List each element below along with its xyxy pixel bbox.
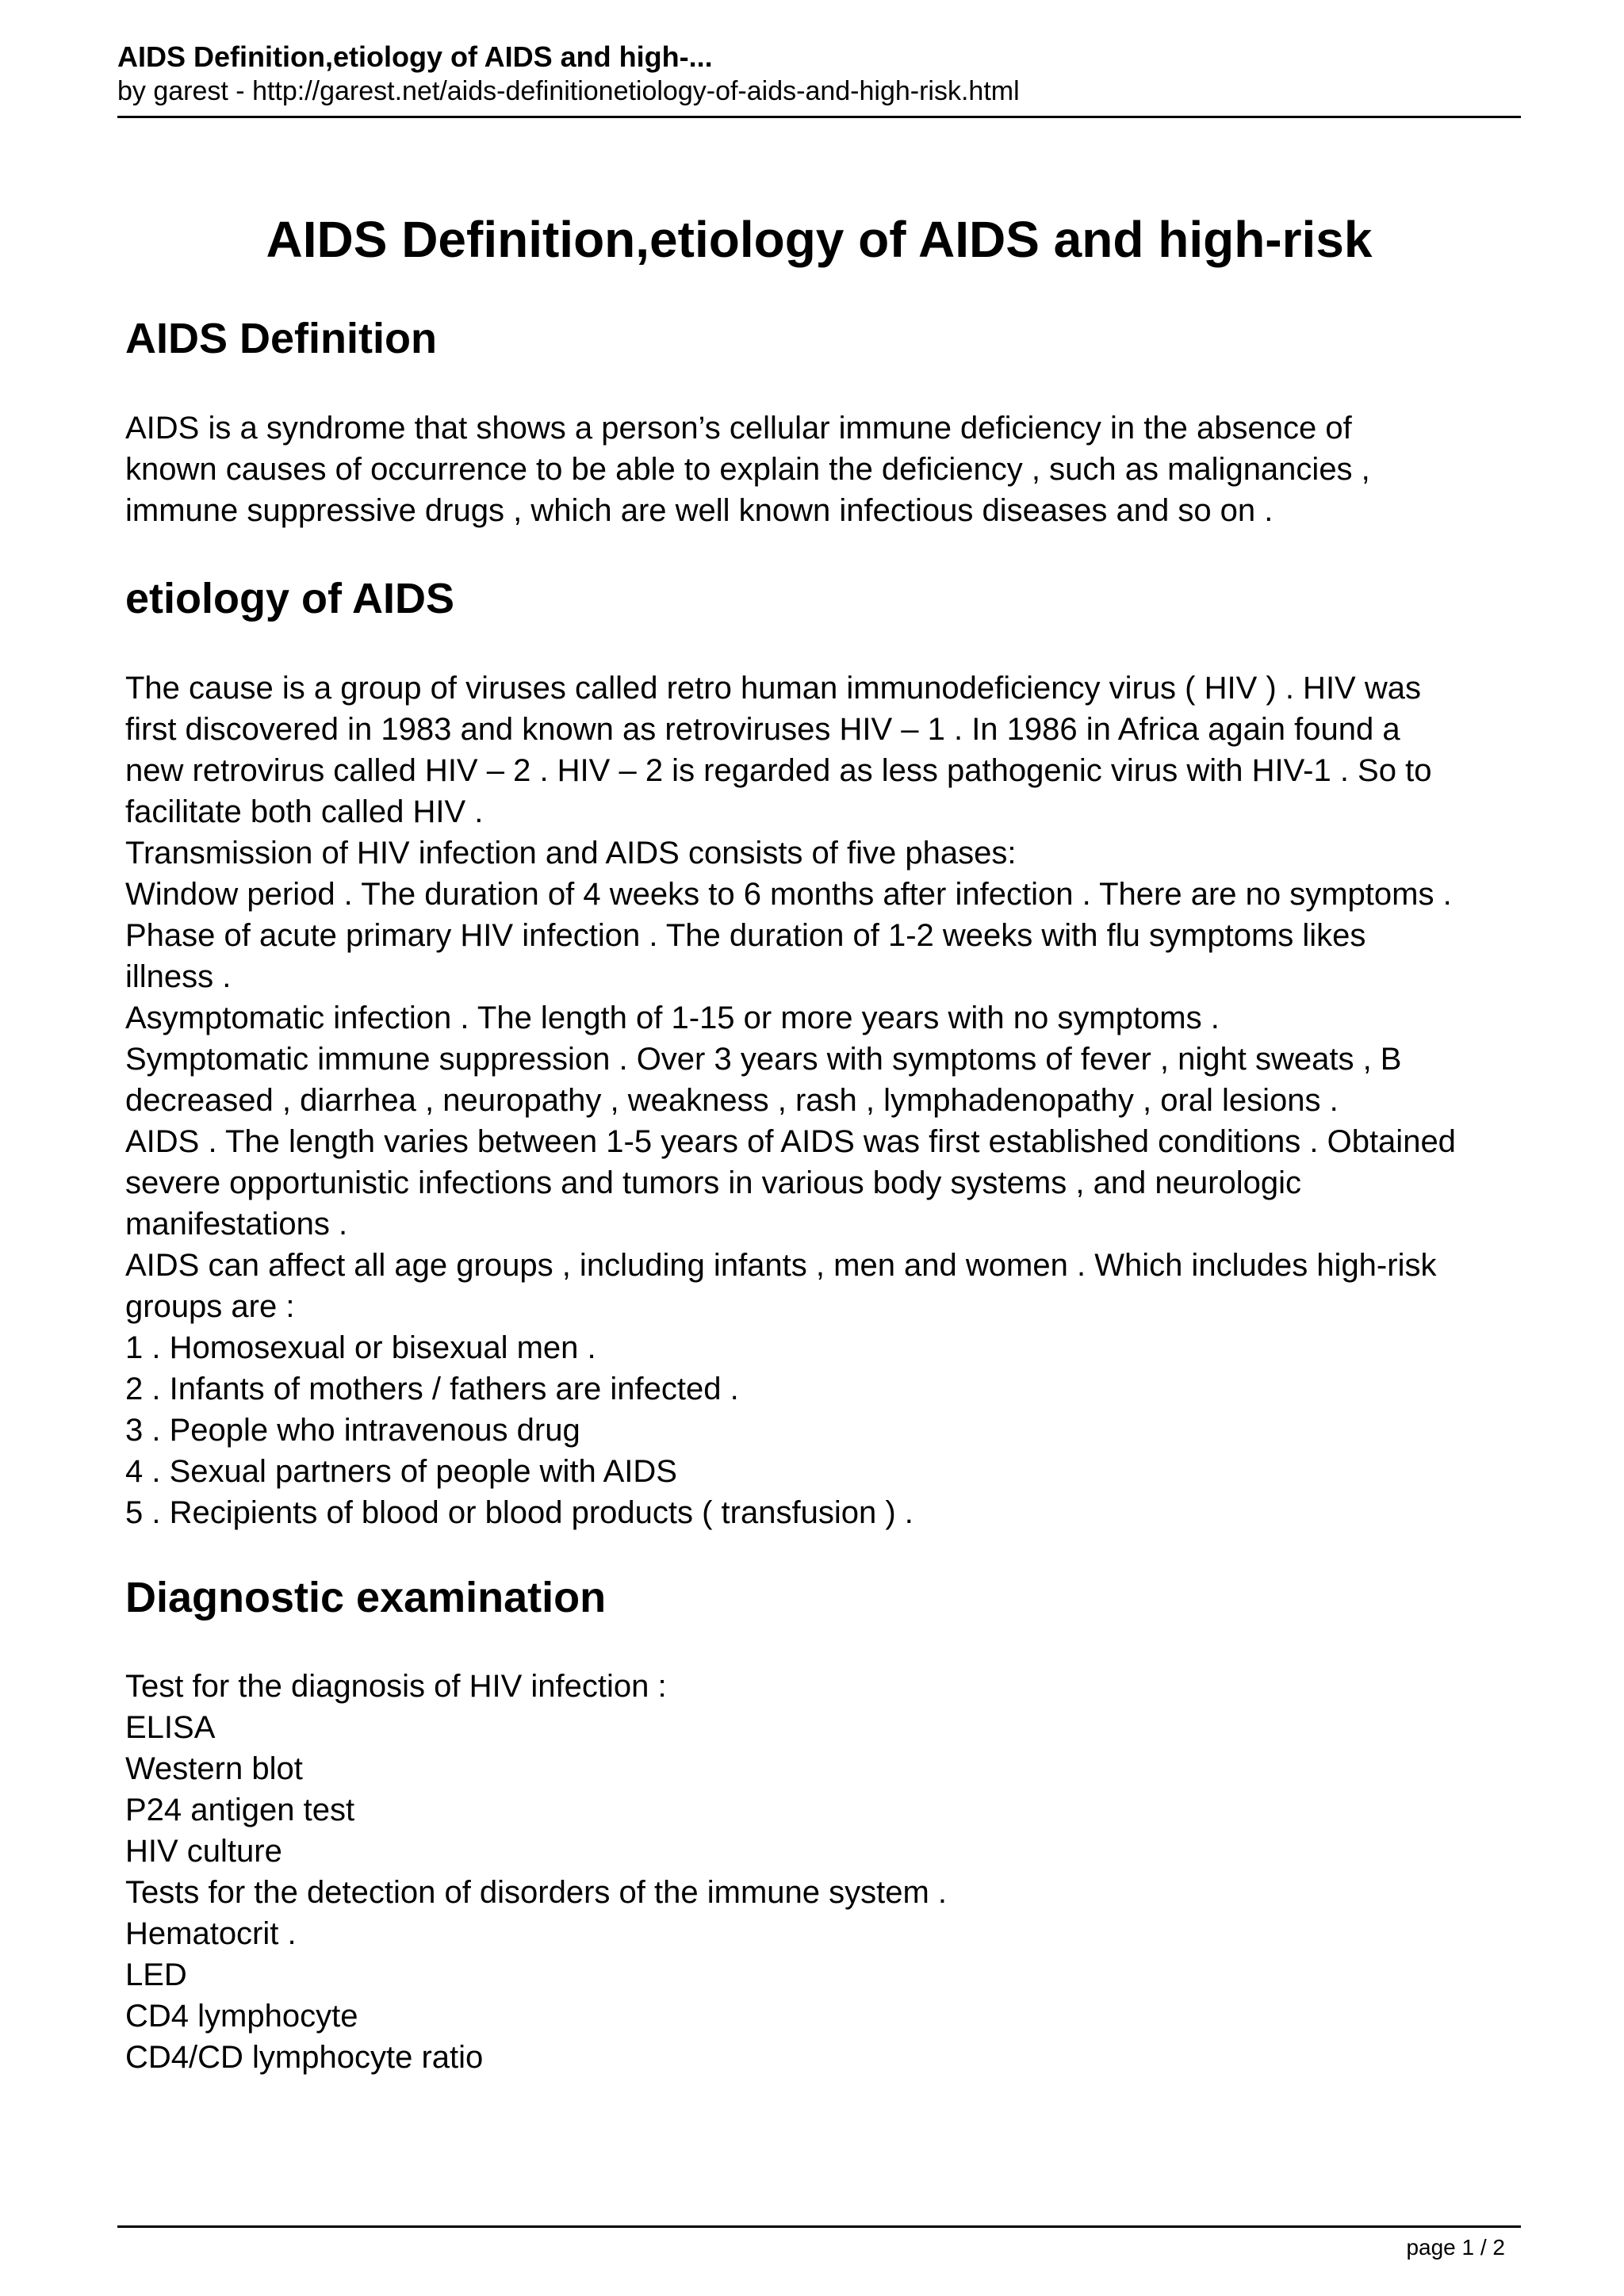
- body-line: illness .: [125, 959, 232, 994]
- list-item: 1 . Homosexual or bisexual men .: [125, 1330, 596, 1365]
- list-item: LED: [125, 1957, 187, 1992]
- section-body-etiology: [125, 668, 1521, 1533]
- body-line: Symptomatic immune suppression . Over 3 years with symptoms of fever , night sweats , B: [125, 1042, 1402, 1077]
- body-line: manifestations .: [125, 1207, 348, 1242]
- header-title: AIDS Definition,etiology of AIDS and high-...: [117, 40, 713, 73]
- body-line: facilitate both called HIV .: [125, 794, 484, 829]
- section-heading-definition: AIDS Definition: [125, 315, 437, 362]
- list-item: 2 . Infants of mothers / fathers are infected .: [125, 1372, 739, 1406]
- section-body-diagnostic: [125, 1666, 1521, 2078]
- body-line: first discovered in 1983 and known as retroviruses HIV – 1 . In 1986 in Africa again found a: [125, 712, 1400, 747]
- section-heading-diagnostic: Diagnostic examination: [125, 1574, 607, 1621]
- list-item: HIV culture: [125, 1834, 282, 1869]
- body-line: Tests for the detection of disorders of the immune system .: [125, 1875, 948, 1910]
- body-line: AIDS can affect all age groups , including infants , men and women . Which includes high-risk: [125, 1248, 1437, 1283]
- body-line: decreased , diarrhea , neuropathy , weakness , rash , lymphadenopathy , oral lesions .: [125, 1083, 1339, 1118]
- list-item: 5 . Recipients of blood or blood products ( transfusion ) .: [125, 1495, 914, 1530]
- list-item: CD4/CD lymphocyte ratio: [125, 2040, 484, 2075]
- list-item: ELISA: [125, 1710, 216, 1745]
- list-item: CD4 lymphocyte: [125, 1999, 358, 2034]
- list-item: Hematocrit .: [125, 1916, 297, 1951]
- body-line: new retrovirus called HIV – 2 . HIV – 2 is regarded as less pathogenic virus with HIV-1 . So to: [125, 753, 1432, 788]
- body-line: Phase of acute primary HIV infection . The duration of 1-2 weeks with flu symptoms likes: [125, 918, 1366, 953]
- body-line: immune suppressive drugs , which are well known infectious diseases and so on .: [125, 493, 1274, 528]
- page-number: page 1 / 2: [1406, 2235, 1505, 2260]
- body-line: known causes of occurrence to be able to explain the deficiency , such as malignancies ,: [125, 452, 1370, 487]
- body-line: The cause is a group of viruses called retro human immunodeficiency virus ( HIV ) . HIV was: [125, 671, 1421, 706]
- list-item: 4 . Sexual partners of people with AIDS: [125, 1454, 677, 1489]
- body-line: Asymptomatic infection . The length of 1-15 or more years with no symptoms .: [125, 1001, 1220, 1035]
- document-title: AIDS Definition,etiology of AIDS and high-risk: [266, 211, 1373, 268]
- section-body-definition: [125, 408, 1521, 531]
- header-byline: by garest - http://garest.net/aids-definitionetiology-of-aids-and-high-risk.html: [117, 76, 1020, 106]
- body-line: Test for the diagnosis of HIV infection :: [125, 1669, 667, 1704]
- page-header: [117, 40, 1521, 108]
- body-line: severe opportunistic infections and tumors in various body systems , and neurologic: [125, 1165, 1301, 1200]
- body-line: Window period . The duration of 4 weeks to 6 months after infection . There are no symptoms .: [125, 877, 1452, 912]
- body-line: AIDS . The length varies between 1-5 years of AIDS was first established conditions . Obtained: [125, 1124, 1456, 1159]
- list-item: Western blot: [125, 1751, 303, 1786]
- body-line: Transmission of HIV infection and AIDS consists of five phases:: [125, 836, 1017, 871]
- section-heading-etiology: etiology of AIDS: [125, 575, 454, 622]
- body-line: groups are :: [125, 1289, 295, 1324]
- header-divider: [117, 116, 1521, 118]
- body-line: AIDS is a syndrome that shows a person’s cellular immune deficiency in the absence of: [125, 411, 1352, 446]
- footer-divider: [117, 2225, 1521, 2228]
- list-item: 3 . People who intravenous drug: [125, 1413, 580, 1448]
- list-item: P24 antigen test: [125, 1793, 355, 1827]
